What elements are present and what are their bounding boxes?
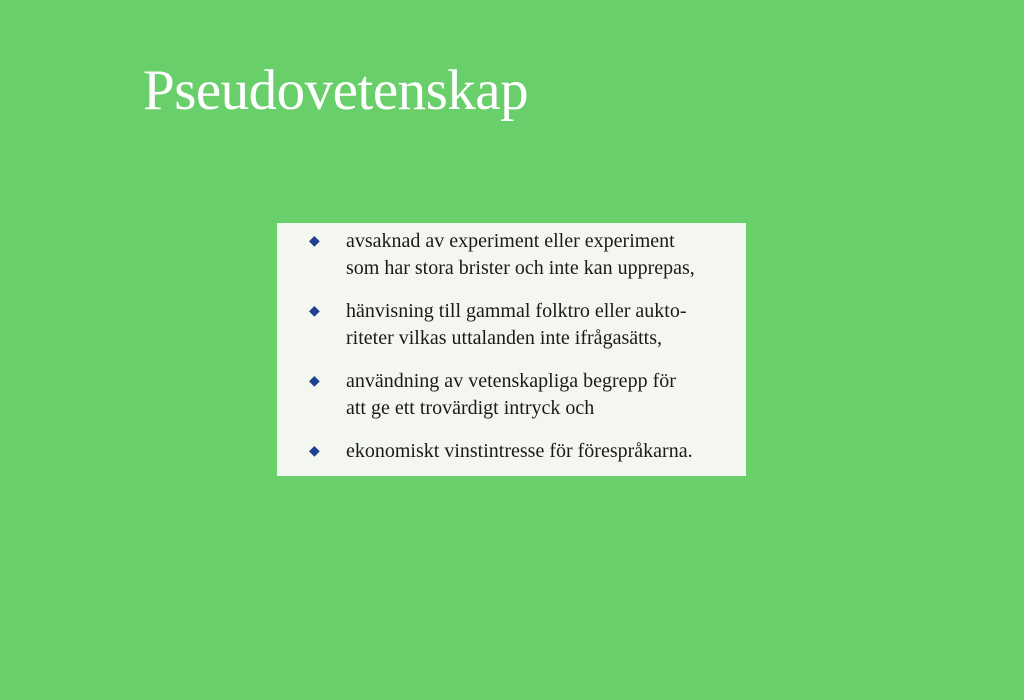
bullet-text [346, 298, 738, 352]
diamond-bullet-icon: ◆ [309, 304, 320, 319]
diamond-bullet-icon: ◆ [309, 234, 320, 249]
bullet-line: som har stora brister och inte kan upprepas, [346, 257, 695, 279]
bullet-line: riteter vilkas uttalanden inte ifrågasätts, [346, 327, 662, 349]
diamond-bullet-icon: ◆ [309, 374, 320, 389]
bullet-text [346, 368, 738, 422]
bullet-line: att ge ett trovärdigt intryck och [346, 397, 595, 419]
content-box [277, 223, 746, 476]
bullet-line: användning av vetenskapliga begrepp för [346, 370, 676, 392]
diamond-bullet-icon: ◆ [309, 444, 320, 459]
bullet-line: avsaknad av experiment eller experiment [346, 230, 675, 252]
bullet-text [346, 438, 738, 465]
slide-title: Pseudovetenskap [143, 59, 529, 122]
bullet-line: ekonomiskt vinstintresse för förespråkarna. [346, 440, 693, 462]
bullet-text [346, 228, 738, 282]
bullet-line: hänvisning till gammal folktro eller aukto- [346, 300, 687, 322]
